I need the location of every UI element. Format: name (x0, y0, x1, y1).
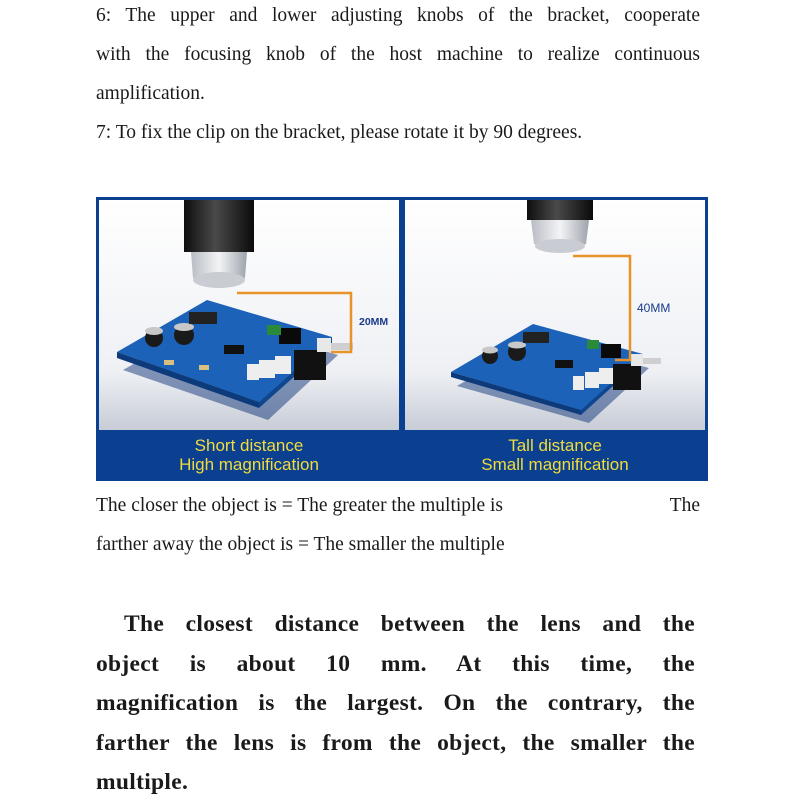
short-distance-panel (99, 200, 399, 478)
tall-distance-panel (405, 200, 705, 478)
closest-distance-paragraph (96, 605, 695, 803)
item-6-line-1: 6: The upper and lower adjusting knobs of the bracket, cooperate (96, 5, 700, 26)
item-6-paragraph (96, 0, 700, 113)
item-7-paragraph (96, 113, 700, 152)
item-6-line-3: amplification. (96, 83, 205, 104)
item-6-line-2: with the focusing knob of the host machine to realize continuous (96, 44, 700, 65)
bold-line-5: multiple. (96, 769, 189, 795)
caption-line-2: High magnification (179, 455, 319, 474)
distance-label: 20MM (359, 316, 389, 328)
distance-rule-paragraph (96, 486, 700, 564)
bold-line-4: farther the lens is from the object, the smaller the (96, 729, 695, 756)
bold-line-3: magnification is the largest. On the contrary, the (96, 690, 695, 716)
distance-rule-line-1: The closer the object is = The greater the multiple is (96, 495, 504, 516)
caption-line-1: Tall distance (508, 436, 602, 455)
caption-line-2: Small magnification (481, 455, 629, 474)
caption-line-1: Short distance (194, 436, 304, 455)
short-distance-caption (99, 436, 399, 474)
bold-line-2: object is about 10 mm. At this time, the (96, 650, 695, 677)
distance-label: 40MM (637, 301, 671, 315)
bold-line-1: The closest distance between the lens and the (124, 611, 695, 637)
distance-rule-line-2: farther away the object is = The smaller the multiple (96, 534, 505, 555)
item-7-text: 7: To fix the clip on the bracket, please rotate it by 90 degrees. (96, 122, 583, 143)
magnification-figure (96, 197, 708, 481)
tall-distance-caption (405, 436, 705, 474)
microscope (184, 200, 254, 288)
microscope (527, 200, 593, 253)
distance-rule-line-1-tail: The (669, 495, 700, 516)
